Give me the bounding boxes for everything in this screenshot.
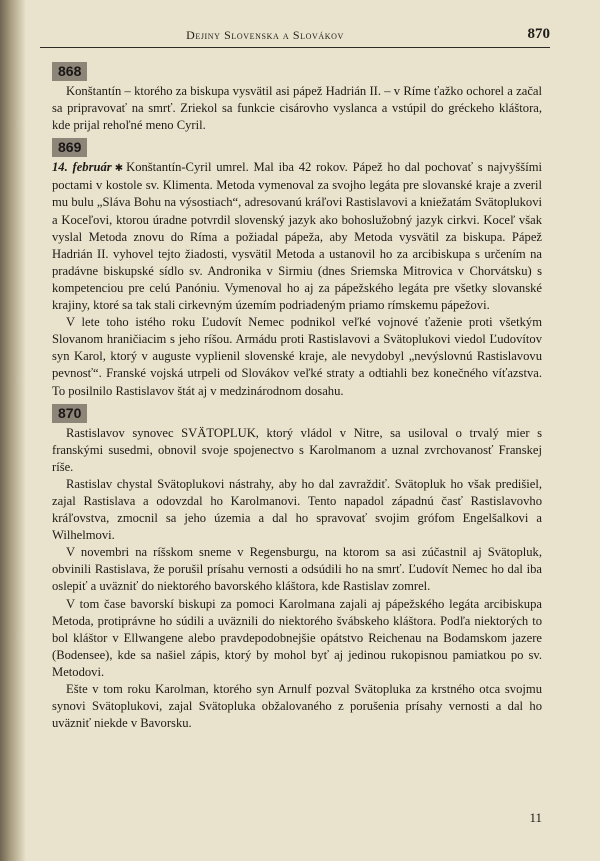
year-heading: 868 xyxy=(52,62,87,81)
paragraph: Rastislav chystal Svätoplukovi nástrahy, aby ho dal zavraždiť. Svätopluk ho však predišiel, zajal Rastislava a odovzdal ho Karolmanovi. Tento napadol západnú časť Rastislavovho kráľovstva, zmocnil sa jeho územia a dal ho spravovať svojim grófom Engelšalkovi a Wilhelmovi. xyxy=(52,476,542,543)
star-icon: ✱ xyxy=(114,163,124,175)
entry-date: 14. február xyxy=(52,160,112,175)
year-heading: 870 xyxy=(52,404,87,423)
header-page-number: 870 xyxy=(527,26,550,42)
paragraph: Rastislavov synovec SVÄTOPLUK, ktorý vládol v Nitre, sa usiloval o trvalý mier s franskými susedmi, obnovil svoje spojenectvo s Karolmanom a uznal zvrchovanosť Franskej ríše. xyxy=(52,425,542,474)
paragraph: Ešte v tom roku Karolman, ktorého syn Arnulf pozval Svätopluka za krstného otca svojmu synovi Svätoplukovi, zajal Svätopluka obžalovaného z porušenia prísahy vernosti a dal ho uväzniť niekde v Bavorsku. xyxy=(52,682,542,731)
paragraph: V tom čase bavorskí biskupi za pomoci Karolmana zajali aj pápežského legáta arcibiskupa Metoda, protiprávne ho súdili a uväznili do niektorého švábskeho kláštora. Podľa niektorých to bol kláštor v Ellwangene alebo pravdepodobnejšie opátstvo Reichenau na Bodamskom jazere (Bodensee), kde sa našiel zápis, ktorý by mohol byť aj jedinou rukopisnou pamiatkou po sv. Metodovi. xyxy=(52,596,542,679)
dated-paragraph xyxy=(52,159,542,314)
year-section-870 xyxy=(52,402,542,733)
header-divider xyxy=(40,47,550,48)
page-body xyxy=(52,60,542,734)
paragraph: V lete toho istého roku Ľudovít Nemec podnikol veľké vojnové ťaženie proti všetkým Slovanom hraničiacim s jeho ríšou. Armádu proti Rastislavovi a Svätoplukovi viedol Ľudovítov syn Karol, ktorý v auguste vyplienil slovenské kraje, ale nevydobyl „nevýslovnú Rastislavovu pevnosť“. Franské vojská utrpeli od Slovákov veľké straty a odtiahli bez konečného víťazstva. To posilnilo Rastislavov štát aj v medzinárodnom dosahu. xyxy=(52,315,542,398)
paragraph: V novembri na ríšskom sneme v Regensburgu, na ktorom sa asi zúčastnil aj Svätopluk, obvinili Rastislava, že porušil prísahu vernosti a odsúdili ho na smrť. Ľudovít Nemec ho dal iba oslepiť a uväzniť do niektorého bavorského kláštora, kde Rastislav zomrel. xyxy=(52,545,542,594)
binding-shadow xyxy=(0,0,26,861)
folio-number: 11 xyxy=(529,810,542,825)
year-section-869 xyxy=(52,136,542,399)
paragraph-text: Konštantín-Cyril umrel. Mal iba 42 rokov. Pápež ho dal pochovať s najvyššími poctami v kostole sv. Klimenta. Metoda vymenoval za svojho legáta pre slovanské kraje a zveril mu bulu „Sláva Bohu na výsostiach“, adresovanú kráľovi Rastislavovi a kniežatám Svätoplukovi a Koceľovi, ktorou úradne potvrdil slovenský jazyk ako bohoslužobný jazyk cirkvi. Koceľ však vyslal Metoda znovu do Ríma a požiadal pápeža, aby Metoda vysvätil za biskupa. Pápež Hadrián II. vyhovel tejto žiadosti, vysvätil Metoda a ustanovil ho za arcibiskupa s určením na pradávne biskupské sídlo sv. Andronika v Sirmiu (dnes Sriemska Mitrovica v Chorvátsku) s kompetenciou pre celú Panóniu. Vymenoval ho aj za pápežského legáta pre všetky slovanské krajiny, ktoré sa tak stali cirkevným územím podriadeným priamo rímskemu pápežovi. xyxy=(52,160,542,313)
running-title: Dejiny Slovenska a Slovákov xyxy=(186,28,344,42)
year-heading: 869 xyxy=(52,138,87,157)
paragraph: Konštantín – ktorého za biskupa vysvätil asi pápež Hadrián II. – v Ríme ťažko ochorel a začal sa pripravovať na smrť. Zriekol sa funkcie cisárovho vyslanca a vstúpil do gréckeho kláštora, kde prijal rehoľné meno Cyril. xyxy=(52,84,542,133)
running-header xyxy=(40,26,550,46)
year-section-868 xyxy=(52,60,542,134)
